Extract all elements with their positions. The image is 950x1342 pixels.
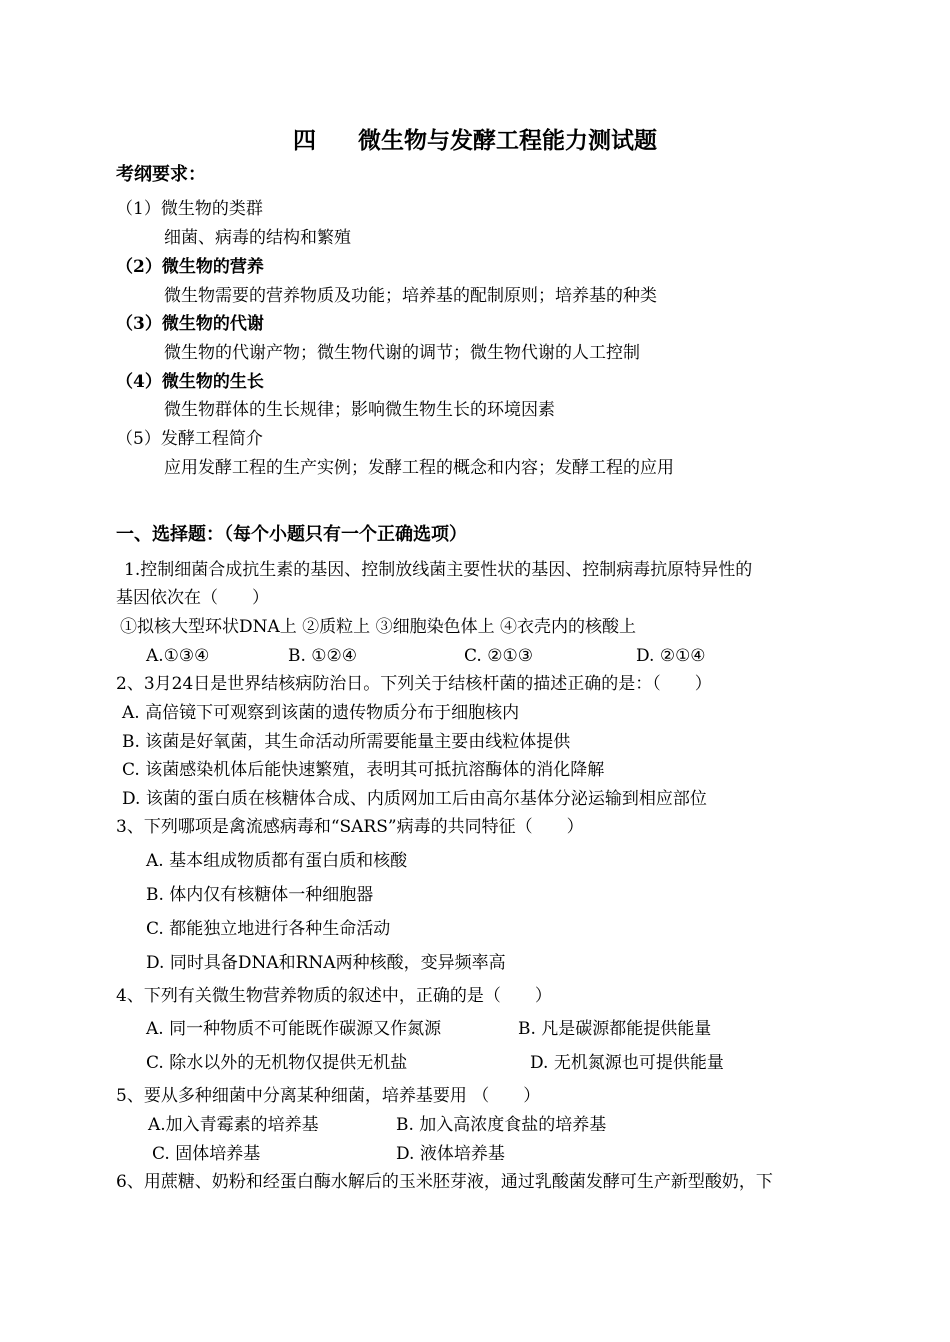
question-5-option-c: C. 固体培养基 (152, 1144, 261, 1164)
question-4-option-b: B. 凡是碳源都能提供能量 (518, 1019, 712, 1039)
question-3-option-d: D. 同时具备DNA和RNA两种核酸，变异频率高 (146, 953, 506, 973)
question-3-option-b: B. 体内仅有核糖体一种细胞器 (146, 885, 374, 905)
question-5-option-b: B. 加入高浓度食盐的培养基 (396, 1115, 607, 1135)
question-2-option-b: B. 该菌是好氧菌，其生命活动所需要能量主要由线粒体提供 (122, 732, 571, 752)
question-1-option-d: D. ②①④ (636, 646, 706, 666)
syllabus-item-label: （3）微生物的代谢 (116, 314, 264, 334)
question-2-stem: 2、3月24日是世界结核病防治日。下列关于结核杆菌的描述正确的是：（ ） (116, 674, 712, 694)
question-3-option-a: A. 基本组成物质都有蛋白质和核酸 (146, 851, 408, 871)
question-1-stem-cont: 基因依次在（ ） (116, 588, 269, 608)
question-4-option-a: A. 同一种物质不可能既作碳源又作氮源 (146, 1019, 442, 1039)
syllabus-item-label: （2）微生物的营养 (116, 257, 264, 277)
title-text: 微生物与发酵工程能力测试题 (358, 127, 657, 154)
question-1-option-a: A.①③④ (146, 646, 210, 666)
syllabus-item-detail: 应用发酵工程的生产实例；发酵工程的概念和内容；发酵工程的应用 (164, 458, 674, 478)
question-4-stem: 4、下列有关微生物营养物质的叙述中，正确的是（ ） (116, 986, 552, 1006)
syllabus-item-label: （5）发酵工程简介 (116, 429, 263, 449)
syllabus-item-label: （1）微生物的类群 (116, 199, 263, 219)
question-1-stem: 1.控制细菌合成抗生素的基因、控制放线菌主要性状的基因、控制病毒抗原特异性的 (124, 560, 753, 580)
syllabus-item-detail: 微生物的代谢产物；微生物代谢的调节；微生物代谢的人工控制 (164, 343, 640, 363)
syllabus-item-label: （4）微生物的生长 (116, 372, 264, 392)
question-5-option-a: A.加入青霉素的培养基 (148, 1115, 319, 1135)
question-1-items: ①拟核大型环状DNA上 ②质粒上 ③细胞染色体上 ④衣壳内的核酸上 (120, 617, 636, 637)
syllabus-item-detail: 微生物需要的营养物质及功能；培养基的配制原则；培养基的种类 (164, 286, 657, 306)
page-title (0, 126, 950, 156)
question-4-option-d: D. 无机氮源也可提供能量 (530, 1053, 724, 1073)
syllabus-item-detail: 细菌、病毒的结构和繁殖 (164, 228, 351, 248)
question-1-option-c: C. ②①③ (464, 646, 533, 666)
section-heading: 一、选择题：（每个小题只有一个正确选项） (116, 524, 467, 545)
question-4-option-c: C. 除水以外的无机物仅提供无机盐 (146, 1053, 408, 1073)
question-2-option-a: A. 高倍镜下可观察到该菌的遗传物质分布于细胞核内 (122, 703, 520, 723)
question-3-stem: 3、下列哪项是禽流感病毒和“SARS”病毒的共同特征（ ） (116, 817, 584, 837)
question-2-option-d: D. 该菌的蛋白质在核糖体合成、内质网加工后由高尔基体分泌运输到相应部位 (122, 789, 707, 809)
question-6-stem: 6、用蔗糖、奶粉和经蛋白酶水解后的玉米胚芽液，通过乳酸菌发酵可生产新型酸奶，下 (116, 1172, 773, 1192)
syllabus-item-detail: 微生物群体的生长规律；影响微生物生长的环境因素 (164, 400, 555, 420)
title-number: 四 (293, 127, 316, 154)
syllabus-heading: 考纲要求： (116, 164, 206, 185)
question-5-option-d: D. 液体培养基 (396, 1144, 505, 1164)
question-1-option-b: B. ①②④ (288, 646, 358, 666)
question-5-stem: 5、要从多种细菌中分离某种细菌，培养基要用 （ ） (116, 1086, 541, 1106)
question-2-option-c: C. 该菌感染机体后能快速繁殖，表明其可抵抗溶酶体的消化降解 (122, 760, 605, 780)
question-3-option-c: C. 都能独立地进行各种生命活动 (146, 919, 391, 939)
